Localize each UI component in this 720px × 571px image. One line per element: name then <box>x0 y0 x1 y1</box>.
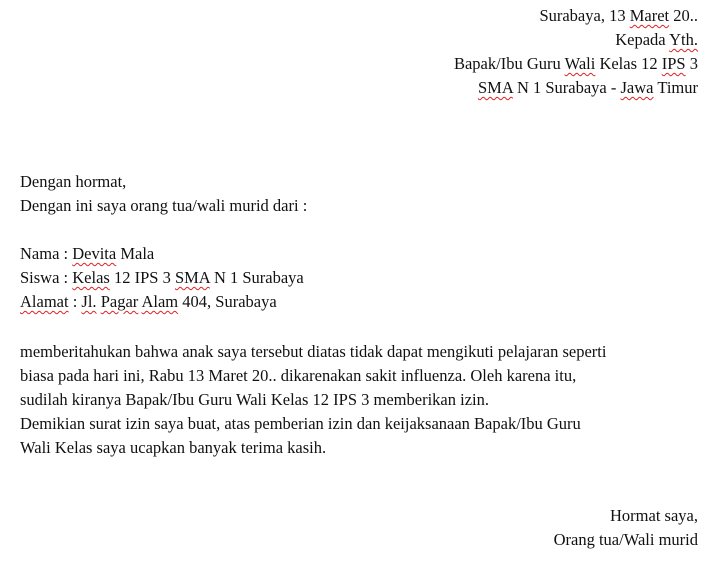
salutation: Dengan hormat, <box>20 172 127 191</box>
spellcheck-word: SMA <box>174 268 210 287</box>
body-line: Wali Kelas saya ucapkan banyak terima kasih. <box>20 438 327 457</box>
spellcheck-word: IPS <box>661 54 686 73</box>
body-line: Demikian surat izin saya buat, atas pemberian izin dan keijaksanaan Bapak/Ibu Guru <box>20 414 581 433</box>
body-line: sudilah kiranya Bapak/Ibu Guru Wali Kelas 12 IPS 3 memberikan izin. <box>20 390 489 409</box>
body-line: biasa pada hari ini, Rabu 13 Maret 20.. dikarenakan sakit influenza. Oleh karena itu, <box>20 366 577 385</box>
spellcheck-word: Maret <box>629 6 670 25</box>
spellcheck-word: SMA <box>477 78 513 97</box>
spellcheck-word: Jl. <box>81 292 97 311</box>
spellcheck-word: Alamat <box>20 292 69 311</box>
recipient-greeting: Kepada Yth. <box>615 30 698 49</box>
student-name: Nama : Devita Mala <box>20 244 155 263</box>
closing-regards: Hormat saya, <box>610 506 698 525</box>
spellcheck-word: Alam <box>141 292 179 311</box>
spellcheck-word: Pagar <box>100 292 139 311</box>
spellcheck-word: Devita <box>72 244 117 263</box>
recipient-school: SMA N 1 Surabaya - Jawa Timur <box>477 78 698 97</box>
place-date: Surabaya, 13 Maret 20.. <box>539 6 698 25</box>
recipient-title: Bapak/Ibu Guru Wali Kelas 12 IPS 3 <box>453 54 698 73</box>
spellcheck-word: Kelas <box>72 268 110 287</box>
letter-body <box>20 340 710 460</box>
spellcheck-word: Yth. <box>669 30 698 49</box>
intro-line: Dengan ini saya orang tua/wali murid dari : <box>20 196 308 215</box>
spellcheck-word: Wali <box>564 54 596 73</box>
spellcheck-word: Jawa <box>620 78 654 97</box>
student-class: Siswa : Kelas 12 IPS 3 SMA N 1 Surabaya <box>20 268 304 287</box>
closing-signer: Orang tua/Wali murid <box>553 530 698 549</box>
student-address: Alamat : Jl. Pagar Alam 404, Surabaya <box>20 292 277 311</box>
body-line: memberitahukan bahwa anak saya tersebut diatas tidak dapat mengikuti pelajaran seperti <box>20 342 607 361</box>
